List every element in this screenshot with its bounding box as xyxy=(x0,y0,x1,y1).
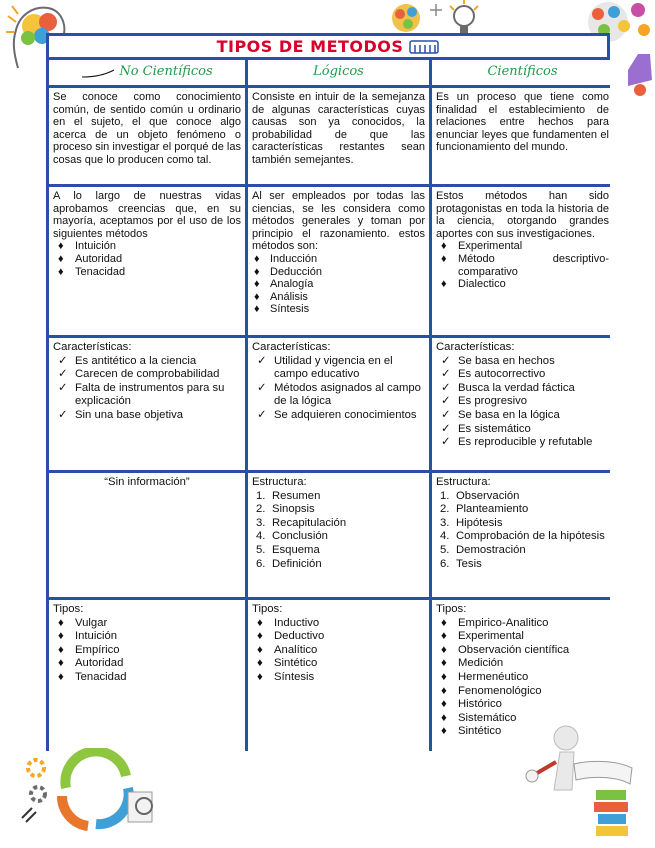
list-item xyxy=(436,503,609,517)
list-item xyxy=(53,657,241,671)
list-item-text: Analogía xyxy=(270,278,314,291)
structure-label: Estructura: xyxy=(252,476,307,488)
structure-cientificos xyxy=(432,473,613,597)
diamond-bullet-icon: ♦ xyxy=(257,630,263,643)
definition-logicos: Consiste en intuir de la semejanza de algunas características cuyas causas son ya conocidos, la probabilidad de que las características restantes sean también semejantes. xyxy=(248,88,429,184)
definition-no-cientificos: Se conoce como conocimiento común, de sentido común u ordinario en el sujeto, el que conoce algo acerca de un objeto fenómeno o proceso sin investigar el porqué de las cosas que lo producen como tal. xyxy=(49,88,245,184)
list-item-text: Deductivo xyxy=(274,630,325,643)
list-item xyxy=(53,355,241,369)
checkmark-bullet-icon: ✓ xyxy=(58,354,68,367)
diamond-bullet-icon: ♦ xyxy=(257,657,263,670)
list-item-text: Falta de instrumentos para su explicación xyxy=(75,381,225,408)
list-item-text: Recapitulación xyxy=(272,516,347,529)
list-item xyxy=(252,671,425,685)
list-item xyxy=(436,368,609,382)
list-item xyxy=(252,630,425,644)
characteristics-logicos xyxy=(248,338,429,470)
list-item-text: Tesis xyxy=(456,557,482,570)
list-item-text: Experimental xyxy=(458,240,523,253)
list-item-text: Vulgar xyxy=(75,616,108,629)
diamond-bullet-icon: ♦ xyxy=(257,643,263,656)
methods-no-cientificos xyxy=(49,187,245,335)
characteristics-list xyxy=(436,355,609,450)
list-item xyxy=(436,530,609,544)
list-number: 2. xyxy=(256,503,266,516)
methods-list xyxy=(252,253,425,316)
methods-intro: A lo largo de nuestras vidas aprobamos creencias que, en su mayoría, aceptamos por el uso de los siguientes métodos xyxy=(53,190,241,240)
list-item-text: Métodos asignados al campo de la lógica xyxy=(274,381,421,408)
characteristics-cientificos xyxy=(432,338,613,470)
pencil-row-icon xyxy=(409,39,439,55)
list-item-text: Empirico-Analitico xyxy=(458,616,549,629)
list-item xyxy=(436,490,609,504)
checkmark-bullet-icon: ✓ xyxy=(441,368,451,381)
list-item-text: Tenacidad xyxy=(75,670,127,683)
list-item xyxy=(436,355,609,369)
list-item-text: Es antitético a la ciencia xyxy=(75,354,197,367)
list-item-text: Tenacidad xyxy=(75,265,126,278)
checkmark-bullet-icon: ✓ xyxy=(257,381,267,394)
methods-table xyxy=(46,57,610,751)
characteristics-label: Características: xyxy=(53,341,132,353)
list-item-text: Planteamiento xyxy=(456,503,529,516)
list-item-text: Es progresivo xyxy=(458,395,528,408)
list-item xyxy=(436,558,609,572)
list-item xyxy=(53,617,241,631)
types-label: Tipos: xyxy=(53,603,84,615)
list-item xyxy=(252,558,425,572)
list-item xyxy=(252,266,425,279)
list-item-text: Inducción xyxy=(270,252,318,265)
column-header-logicos: Lógicos xyxy=(248,60,429,85)
diamond-bullet-icon: ♦ xyxy=(58,265,64,278)
list-item xyxy=(436,436,609,450)
checkmark-bullet-icon: ✓ xyxy=(58,408,68,421)
list-item xyxy=(252,409,425,423)
methods-list xyxy=(436,240,609,290)
list-item-text: Método descriptivo-comparativo xyxy=(458,252,609,278)
list-item xyxy=(436,517,609,531)
list-item xyxy=(436,395,609,409)
underline-swirl-icon xyxy=(81,68,115,78)
list-item xyxy=(436,657,609,671)
diamond-bullet-icon: ♦ xyxy=(254,265,260,278)
diamond-bullet-icon: ♦ xyxy=(257,616,263,629)
diamond-bullet-icon: ♦ xyxy=(441,670,447,683)
checkmark-bullet-icon: ✓ xyxy=(441,381,451,394)
diamond-bullet-icon: ♦ xyxy=(441,252,447,265)
list-item xyxy=(252,657,425,671)
list-item-text: Observación xyxy=(456,489,520,502)
list-item xyxy=(252,503,425,517)
list-item-text: Síntesis xyxy=(274,670,315,683)
diamond-bullet-icon: ♦ xyxy=(254,278,260,291)
list-item xyxy=(436,644,609,658)
checkmark-bullet-icon: ✓ xyxy=(257,408,267,421)
list-item-text: Inductivo xyxy=(274,616,320,629)
diamond-bullet-icon: ♦ xyxy=(441,278,447,291)
list-item xyxy=(436,382,609,396)
types-list xyxy=(53,617,241,685)
diamond-bullet-icon: ♦ xyxy=(58,616,64,629)
diamond-bullet-icon: ♦ xyxy=(58,630,64,643)
figure-with-book-icon xyxy=(520,720,655,845)
structure-no-cientificos: “Sin información” xyxy=(49,473,245,597)
list-item-text: Autoridad xyxy=(75,657,124,670)
list-item-text: Histórico xyxy=(458,698,502,711)
cycle-gears-icon xyxy=(16,748,166,838)
characteristics-label: Características: xyxy=(252,341,331,353)
list-item-text: Comprobación de la hipótesis xyxy=(456,530,605,543)
structure-label: Estructura: xyxy=(436,476,491,488)
list-item xyxy=(436,423,609,437)
list-item-text: Resumen xyxy=(272,489,321,502)
list-item-text: Deducción xyxy=(270,265,322,278)
list-item xyxy=(53,368,241,382)
list-number: 1. xyxy=(256,489,266,502)
list-item-text: Medición xyxy=(458,657,504,670)
checkmark-bullet-icon: ✓ xyxy=(257,354,267,367)
types-label: Tipos: xyxy=(252,603,283,615)
list-number: 6. xyxy=(256,557,266,570)
characteristics-label: Características: xyxy=(436,341,515,353)
list-item-text: Experimental xyxy=(458,630,524,643)
list-item xyxy=(436,685,609,699)
list-number: 2. xyxy=(440,503,450,516)
diamond-bullet-icon: ♦ xyxy=(254,303,260,316)
list-item-text: Hermenéutico xyxy=(458,670,529,683)
checkmark-bullet-icon: ✓ xyxy=(58,368,68,381)
list-item-text: Sin una base objetiva xyxy=(75,408,184,421)
diamond-bullet-icon: ♦ xyxy=(441,657,447,670)
methods-list xyxy=(53,240,241,278)
diamond-bullet-icon: ♦ xyxy=(441,725,447,738)
list-item-text: Demostración xyxy=(456,543,526,556)
methods-intro: Al ser empleados por todas las ciencias, se les considera como métodos generales y toman por principio el razonamiento. estos métodos son: xyxy=(252,190,425,253)
list-item-text: Es sistemático xyxy=(458,422,531,435)
checkmark-bullet-icon: ✓ xyxy=(441,408,451,421)
types-label: Tipos: xyxy=(436,603,467,615)
diamond-bullet-icon: ♦ xyxy=(257,670,263,683)
title-bar xyxy=(46,33,610,57)
list-number: 4. xyxy=(256,530,266,543)
checkmark-bullet-icon: ✓ xyxy=(441,395,451,408)
list-item xyxy=(252,382,425,409)
list-item-text: Hipótesis xyxy=(456,516,503,529)
list-item xyxy=(252,517,425,531)
methods-cientificos xyxy=(432,187,613,335)
list-item-text: Intuición xyxy=(75,240,116,253)
list-number: 3. xyxy=(256,516,266,529)
types-list xyxy=(252,617,425,685)
column-header-no-cientificos: No Científicos xyxy=(49,60,245,85)
list-item-text: Síntesis xyxy=(270,303,310,316)
list-number: 4. xyxy=(440,530,450,543)
list-item-text: Análisis xyxy=(270,290,308,303)
list-item-text: Observación científica xyxy=(458,643,570,656)
diamond-bullet-icon: ♦ xyxy=(441,643,447,656)
column-header-cientificos: Científicos xyxy=(432,60,613,85)
list-item xyxy=(436,671,609,685)
list-item-text: Busca la verdad fáctica xyxy=(458,381,575,394)
list-item xyxy=(252,644,425,658)
list-item xyxy=(53,644,241,658)
list-item-text: Se basa en hechos xyxy=(458,354,555,367)
list-item xyxy=(53,671,241,685)
diamond-bullet-icon: ♦ xyxy=(58,670,64,683)
diamond-bullet-icon: ♦ xyxy=(58,240,64,253)
list-item xyxy=(252,253,425,266)
list-item xyxy=(436,630,609,644)
list-item-text: Autoridad xyxy=(75,252,123,265)
list-item xyxy=(252,544,425,558)
list-item-text: Sintético xyxy=(274,657,318,670)
list-item-text: Es autocorrectivo xyxy=(458,368,546,381)
list-item-text: Se adquieren conocimientos xyxy=(274,408,417,421)
structure-list xyxy=(252,490,425,572)
list-item xyxy=(53,382,241,409)
list-item xyxy=(252,355,425,382)
list-item xyxy=(53,266,241,279)
diamond-bullet-icon: ♦ xyxy=(58,643,64,656)
diamond-bullet-icon: ♦ xyxy=(441,711,447,724)
methods-logicos xyxy=(248,187,429,335)
list-item-text: Definición xyxy=(272,557,322,570)
list-number: 5. xyxy=(440,543,450,556)
list-item xyxy=(436,544,609,558)
characteristics-list xyxy=(53,355,241,423)
list-item-text: Analítico xyxy=(274,643,318,656)
diamond-bullet-icon: ♦ xyxy=(58,252,64,265)
list-number: 6. xyxy=(440,557,450,570)
diamond-bullet-icon: ♦ xyxy=(441,630,447,643)
definition-cientificos: Es un proceso que tiene como finalidad el establecimiento de relaciones entre hechos para enunciar leyes que fundamenten el funcionamiento del mundo. xyxy=(432,88,613,184)
list-item xyxy=(252,303,425,316)
list-item xyxy=(436,278,609,291)
list-item xyxy=(436,240,609,253)
diamond-bullet-icon: ♦ xyxy=(254,290,260,303)
list-number: 3. xyxy=(440,516,450,529)
list-item xyxy=(252,278,425,291)
list-item-text: Intuición xyxy=(75,630,118,643)
diamond-bullet-icon: ♦ xyxy=(58,657,64,670)
list-item xyxy=(252,490,425,504)
diamond-bullet-icon: ♦ xyxy=(441,616,447,629)
list-number: 1. xyxy=(440,489,450,502)
list-item xyxy=(436,253,609,278)
list-item-text: Conclusión xyxy=(272,530,328,543)
list-item xyxy=(252,530,425,544)
diamond-bullet-icon: ♦ xyxy=(441,240,447,253)
page-title: TIPOS DE METODOS xyxy=(216,37,404,56)
list-item-text: Utilidad y vigencia en el campo educativo xyxy=(274,354,393,381)
methods-intro: Estos métodos han sido protagonistas en toda la historia de la ciencia, otorgando grandes aportes con sus investigaciones. xyxy=(436,190,609,240)
characteristics-no-cientificos xyxy=(49,338,245,470)
diamond-bullet-icon: ♦ xyxy=(254,252,260,265)
list-item xyxy=(436,617,609,631)
list-item-text: Empírico xyxy=(75,643,120,656)
structure-logicos xyxy=(248,473,429,597)
list-item xyxy=(53,630,241,644)
list-number: 5. xyxy=(256,543,266,556)
list-item xyxy=(252,291,425,304)
list-item xyxy=(53,240,241,253)
characteristics-list xyxy=(252,355,425,423)
checkmark-bullet-icon: ✓ xyxy=(58,381,68,394)
list-item-text: Se basa en la lógica xyxy=(458,408,560,421)
diamond-bullet-icon: ♦ xyxy=(441,698,447,711)
list-item xyxy=(53,253,241,266)
types-no-cientificos xyxy=(49,600,245,759)
diamond-bullet-icon: ♦ xyxy=(441,684,447,697)
list-item-text: Fenomenológico xyxy=(458,684,542,697)
checkmark-bullet-icon: ✓ xyxy=(441,354,451,367)
checkmark-bullet-icon: ✓ xyxy=(441,422,451,435)
list-item-text: Dialectico xyxy=(458,278,506,291)
list-item-text: Sistemático xyxy=(458,711,517,724)
list-item-text: Sintético xyxy=(458,725,502,738)
structure-list xyxy=(436,490,609,572)
list-item-text: Sinopsis xyxy=(272,503,315,516)
list-item xyxy=(252,617,425,631)
list-item-text: Es reproducible y refutable xyxy=(458,436,593,449)
list-item-text: Esquema xyxy=(272,543,320,556)
list-item xyxy=(53,409,241,423)
list-item-text: Carecen de comprobabilidad xyxy=(75,368,220,381)
checkmark-bullet-icon: ✓ xyxy=(441,436,451,449)
types-logicos xyxy=(248,600,429,759)
list-item xyxy=(436,698,609,712)
list-item xyxy=(436,409,609,423)
